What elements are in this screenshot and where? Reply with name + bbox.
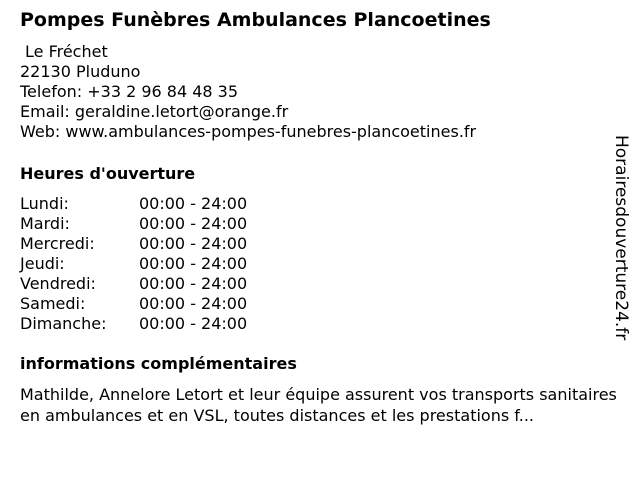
time-range: 00:00 - 24:00 [139, 194, 248, 213]
hours-row-saturday [20, 294, 280, 314]
hours-row-friday [20, 274, 280, 294]
street-address: Le Fréchet [25, 42, 108, 61]
day-label: Samedi: [20, 294, 86, 313]
time-range: 00:00 - 24:00 [139, 234, 248, 253]
hours-row-monday [20, 194, 280, 214]
time-range: 00:00 - 24:00 [139, 294, 248, 313]
postal-city: 22130 Pluduno [20, 62, 141, 81]
day-label: Mardi: [20, 214, 70, 233]
info-heading: informations complémentaires [20, 354, 297, 373]
hours-row-wednesday [20, 234, 280, 254]
day-label: Dimanche: [20, 314, 107, 333]
info-description: Mathilde, Annelore Letort et leur équipe assurent vos transports sanitaires en ambulances et en VSL, toutes distances et les prestations f... [20, 385, 617, 425]
hours-row-sunday [20, 314, 280, 334]
time-range: 00:00 - 24:00 [139, 314, 248, 333]
hours-heading: Heures d'ouverture [20, 164, 196, 183]
time-range: 00:00 - 24:00 [139, 214, 248, 233]
day-label: Jeudi: [20, 254, 65, 273]
time-range: 00:00 - 24:00 [139, 274, 248, 293]
hours-row-thursday [20, 254, 280, 274]
website-line: Web: www.ambulances-pompes-funebres-plancoetines.fr [20, 122, 477, 141]
time-range: 00:00 - 24:00 [139, 254, 248, 273]
day-label: Mercredi: [20, 234, 95, 253]
day-label: Lundi: [20, 194, 69, 213]
business-name: Pompes Funèbres Ambulances Plancoetines [20, 9, 491, 31]
email-line: Email: geraldine.letort@orange.fr [20, 102, 289, 121]
day-label: Vendredi: [20, 274, 96, 293]
hours-row-tuesday [20, 214, 280, 234]
hours-table [20, 194, 280, 334]
phone-line: Telefon: +33 2 96 84 48 35 [20, 82, 239, 101]
site-watermark: Horairesdouverture24.fr [611, 135, 631, 341]
address-block [20, 42, 476, 142]
